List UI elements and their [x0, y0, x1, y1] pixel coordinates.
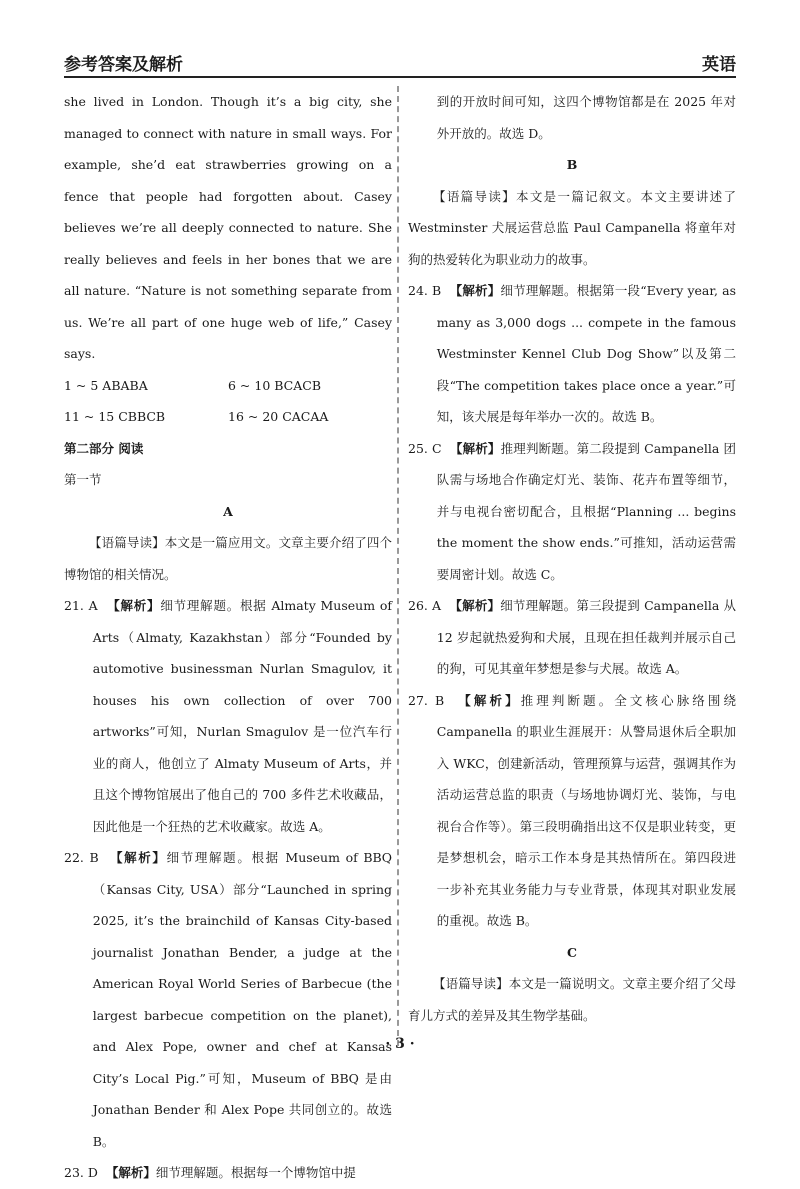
section-title: 第一节	[64, 472, 102, 487]
question-text: 细节理解题。第三段提到 Campanella 从 12 岁起就热爱狗和犬展，且现在担任裁判并展示自己的狗，可见其童年梦想是参与犬展。故选 A。	[436, 598, 736, 676]
guide-text: 本文是一篇记叙文。本文主要讲述了 Westminster 犬展运营总监 Paul Campanella 将童年对狗的热爱转化为职业动力的故事。	[408, 188, 736, 267]
answer-row	[64, 370, 392, 402]
guide-tag: 【语篇导读】	[89, 535, 165, 550]
analysis-tag: 【解析】	[105, 1165, 156, 1180]
question-number: 22. B	[64, 850, 99, 865]
question-number: 24. B	[408, 283, 442, 298]
question-27	[408, 685, 736, 937]
right-column	[408, 86, 736, 1031]
question-23	[64, 1157, 392, 1189]
passage-label-b: B	[566, 157, 578, 172]
header-subject: 英语	[702, 55, 736, 75]
question-number: 27. B	[408, 692, 445, 708]
analysis-tag: 【解析】	[458, 692, 521, 708]
question-number: 25. C	[408, 440, 442, 456]
question-number: 21. A	[64, 598, 98, 613]
passage-text: she lived in London. Though it’s a big city, she managed to connect with nature in small ways. For example, she’d eat strawberries growing on a fence that people had forgotten about. Casey believes we’re all deeply connected to nature. She really believes and feels in her bones that we are all nature. “Nature is not something separate from us. We’re all part of one huge web of life,” Casey says.	[64, 94, 392, 361]
analysis-tag: 【解析】	[449, 440, 501, 456]
answer-group: 16 ~ 20 CACAA	[228, 409, 329, 424]
question-25	[408, 433, 736, 591]
page-number: · 3 ·	[385, 1036, 415, 1052]
guide-text: 本文是一篇说明文。文章主要介绍了父母育儿方式的差异及其生物学基础。	[408, 976, 736, 1023]
guide-tag: 【语篇导读】	[433, 188, 516, 204]
question-text: 细节理解题。根据 Museum of BBQ（Kansas City, USA）部分“Launched in spring 2025, it’s the brainchild of Kansas City-based journalist Jonathan Bender, a judge at the American Royal World Series of Barbecue (the largest barbecue competition on the planet), and Alex Pope, owner and chef at Kansas City’s Local Pig.”可知，Museum of BBQ 是由 Jonathan Bender 和 Alex Pope 共同创立的。故选 B。	[92, 850, 392, 1149]
analysis-tag: 【解析】	[449, 283, 501, 298]
guide-tag: 【语篇导读】	[433, 976, 509, 991]
passage-label-c: C	[567, 944, 577, 960]
guide-a	[64, 527, 392, 590]
part-title: 第二部分 阅读	[64, 440, 144, 456]
answer-group: 1 ~ 5 ABABA	[64, 377, 148, 393]
left-column	[64, 86, 392, 1189]
answer-row	[64, 401, 392, 433]
analysis-tag: 【解析】	[107, 598, 161, 613]
question-text: 推理判断题。第二段提到 Campanella 团队需与场地合作确定灯光、装饰、花卉布置等细节，并与电视台密切配合，且根据“Planning ... begins the moment the show ends.”可推知，活动运营需要周密计划。故选 C。	[436, 440, 736, 582]
question-26	[408, 590, 736, 685]
question-text: 细节理解题。根据每一个博物馆中提	[155, 1165, 356, 1180]
question-21	[64, 590, 392, 842]
passage-label-a: A	[223, 503, 233, 519]
guide-c	[408, 968, 736, 1031]
question-number: 26. A	[408, 598, 442, 613]
question-23-continued: 到的开放时间可知，这四个博物馆都是在 2025 年对外开放的。故选 D。	[436, 94, 736, 141]
question-text: 细节理解题。根据第一段“Every year, as many as 3,000 dogs ... compete in the famous Westminster Kennel Club Dog Show”以及第二段“The competition takes place once a year.”可知，该犬展是每年举办一次的。故选 B。	[436, 283, 736, 424]
guide-b	[408, 181, 736, 276]
question-text: 推理判断题。全文核心脉络围绕 Campanella 的职业生涯展开：从警局退休后全职加入 WKC，创建新活动，管理预算与运营，强调其作为活动运营总监的职责（与场地协调灯光、装饰，与电视台合作等）。第三段明确指出这不仅是职业转变，更是梦想机会，暗示工作本身是其热情所在。第四段进一步补充其业务能力与专业背景，体现其对职业发展的重视。故选 B。	[436, 692, 736, 928]
page-header	[64, 46, 736, 78]
question-24	[408, 275, 736, 433]
question-text: 细节理解题。根据 Almaty Museum of Arts（Almaty, Kazakhstan）部分“Founded by automotive businessman Nurlan Smagulov, it houses his own collection of over 700 artworks”可知，Nurlan Smagulov 是一位汽车行业的商人，他创立了 Almaty Museum of Arts，并且这个博物馆展出了他自己的 700 多件艺术收藏品，因此他是一个狂热的艺术收藏家。故选 A。	[92, 598, 392, 834]
answer-group: 11 ~ 15 CBBCB	[64, 409, 166, 424]
column-divider	[397, 86, 399, 1046]
header-title: 参考答案及解析	[64, 55, 183, 75]
analysis-tag: 【解析】	[449, 598, 501, 613]
question-number: 23. D	[64, 1165, 98, 1180]
guide-text: 本文是一篇应用文。文章主要介绍了四个博物馆的相关情况。	[64, 535, 392, 582]
question-22	[64, 842, 392, 1157]
answer-group: 6 ~ 10 BCACB	[228, 377, 322, 393]
analysis-tag: 【解析】	[109, 850, 167, 865]
